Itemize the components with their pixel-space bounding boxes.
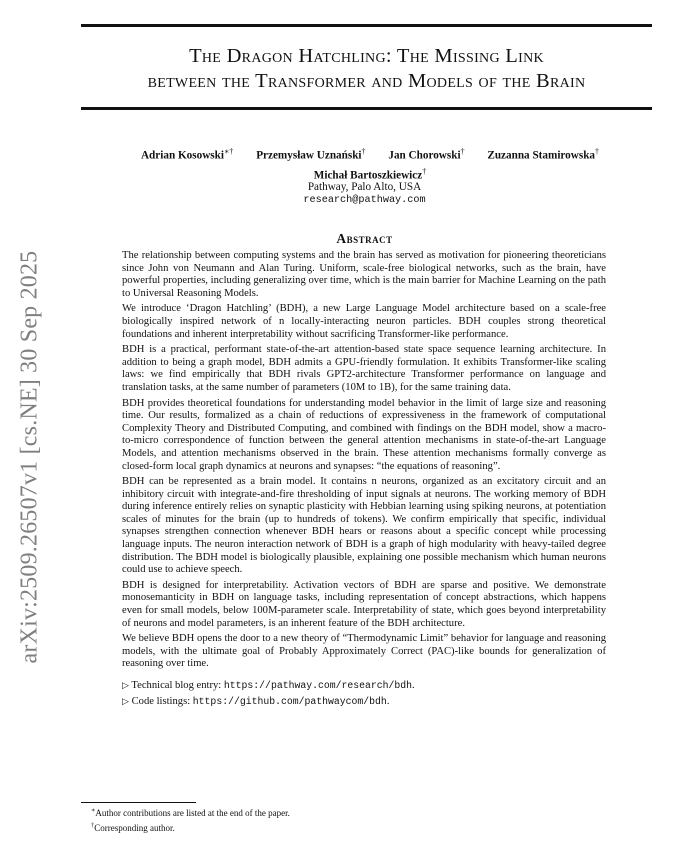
- resource-links: [122, 679, 606, 708]
- footnotes: [91, 805, 290, 834]
- code-link-line: ▷ Code listings: https://github.com/pathwaycom/bdh.: [122, 695, 390, 707]
- author: Przemysław Uznański†: [256, 147, 366, 162]
- title-line-2: between the Transformer and Models of the Brain: [147, 70, 586, 92]
- abstract-paragraph: We introduce ‘Dragon Hatchling’ (BDH), a new Large Language Model architecture based on a scale-free biologically inspired network of n locally-interacting neuron particles. BDH couples strong theoretical foundations and inherent interpretability without sacrificing Transformer-like performance.: [122, 303, 606, 340]
- triangle-right-icon: ▷: [122, 680, 129, 690]
- affiliation: Pathway, Palo Alto, USA: [307, 181, 422, 193]
- title-rule-top: [81, 24, 652, 27]
- abstract-paragraph: BDH can be represented as a brain model. It contains n neurons, organized as an excitatory circuit and an inhibitory circuit with integrate-and-fire thresholding of input signals at neurons. The working memory of BDH during inference entirely relies on synaptic plasticity with Hebbian learning using spiking neurons, at potentiation scales of minutes for the brain (up to hundreds of tokens). We confirm empirically that specific, individual synapses strengthen connection whenever BDH hears or reasons about a specific concept while processing language inputs. The neuron interaction network of BDH is a graph of high modularity with heavy-tailed degree distribution. The BDH model is biologically plausible, explaining one possible mechanism which human neurons could use to achieve speech.: [122, 476, 606, 576]
- paper-title: [81, 44, 652, 94]
- code-url-link[interactable]: https://github.com/pathwaycom/bdh: [192, 695, 387, 707]
- abstract-paragraph: The relationship between computing systems and the brain has served as motivation for pioneering theoreticians since John von Neumann and Alan Turing. Uniform, scale-free biological networks, such as the brain, have powerful properties, including generalizing over time, which is the main barrier for Machine Learning on the path to Universal Reasoning Models.: [122, 250, 606, 299]
- author: Jan Chorowski†: [388, 147, 465, 162]
- author: Adrian Kosowski∗†: [140, 147, 234, 162]
- author: Zuzanna Stamirowska†: [487, 147, 600, 162]
- footnote: ∗Author contributions are listed at the end of the paper.: [91, 807, 290, 818]
- contact-email: research@pathway.com: [303, 195, 426, 206]
- triangle-right-icon: ▷: [122, 695, 129, 706]
- abstract-paragraph: We believe BDH opens the door to a new theory of “Thermodynamic Limit” behavior for language and reasoning models, with the ultimate goal of Probably Approximately Correct (PAC)-like bounds for generalization of reasoning over time.: [122, 633, 606, 670]
- title-line-1: The Dragon Hatchling: The Missing Link: [189, 45, 544, 67]
- abstract-paragraph: BDH is designed for interpretability. Activation vectors of BDH are sparse and positive. We demonstrate monosemanticity in BDH on language tasks, including representation of concept abstractions, which happens even for small models, below 100M-parameter scale. Interpretability of state, which goes beyond interpretability of neurons and model parameters, is an inherent feature of the BDH architecture.: [122, 579, 606, 629]
- blog-url-link[interactable]: https://pathway.com/research/bdh: [223, 680, 413, 691]
- abstract-paragraph: BDH provides theoretical foundations for understanding model behavior in the limit of large size and reasoning time. Our results, formalized as a chain of reductions of expressiveness in the framework of computational Complexity Theory and Distributed Computing, and combined with findings on the BDH model, show a macro-to-micro correspondence of function between the general attention mechanisms in state-of-the-art Language Models, and attention mechanisms observed in the brain. These attention mechanisms formally converge as closed-form local graph dynamics at neurons and synapses: “the equations of reasoning”.: [122, 397, 606, 472]
- footnote: †Corresponding author.: [91, 821, 175, 833]
- blog-link-line: ▷ Technical blog entry: https://pathway.com/research/bdh.: [122, 680, 415, 691]
- author: Michał Bartoszkiewicz†: [313, 166, 427, 182]
- link-label: Code listings:: [131, 695, 193, 707]
- arxiv-identifier: arXiv:2509.26507v1 [cs.NE] 30 Sep 2025: [16, 250, 43, 664]
- link-label: Technical blog entry:: [131, 680, 224, 691]
- abstract-heading: Abstract: [336, 231, 393, 246]
- abstract-paragraph: BDH is a practical, performant state-of-the-art attention-based state space sequence learning architecture. In addition to being a graph model, BDH admits a GPU-friendly formulation. It exhibits Transformer-like scaling laws: we find empirically that BDH rivals GPT2-architecture Transformer performance on language and translation tasks, at the same number of parameters (10M to 1B), for the same training data.: [122, 344, 606, 393]
- author-list: [110, 144, 630, 183]
- abstract-body: [122, 250, 606, 710]
- title-rule-bottom: [81, 107, 652, 110]
- footnote-rule: [81, 802, 196, 803]
